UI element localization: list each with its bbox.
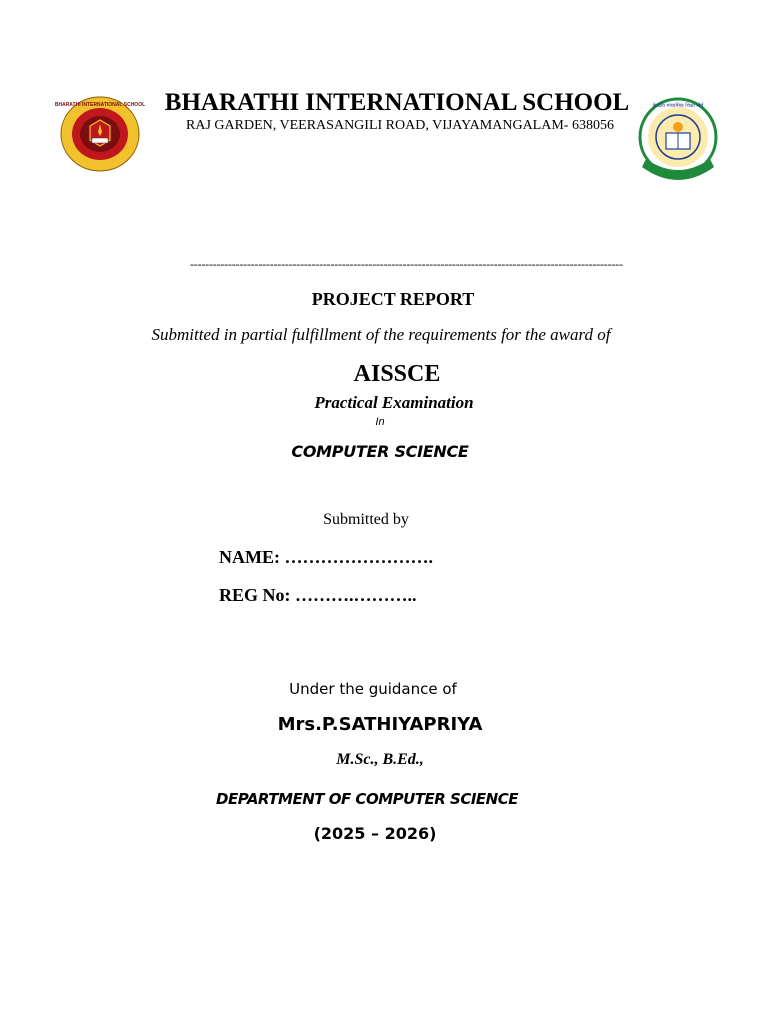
department-name: DEPARTMENT OF COMPUTER SCIENCE <box>216 790 518 808</box>
in-label: In <box>375 416 385 428</box>
submission-statement: Submitted in partial fulfillment of the requirements for the award of <box>151 325 611 344</box>
guide-qualification: M.Sc., B.Ed., <box>336 751 424 768</box>
student-name-field: NAME: ……………………. <box>219 547 433 567</box>
board-logo-text: केन्द्रीय माध्यमिक शिक्षा बोर्ड <box>652 103 704 109</box>
subject-title: COMPUTER SCIENCE <box>291 442 469 461</box>
divider-line: ------------------------------------------------------------------------------------------------------------------ <box>190 257 623 271</box>
school-address: RAJ GARDEN, VEERASANGILI ROAD, VIJAYAMANGALAM- 638056 <box>186 118 614 133</box>
academic-year: (2025 – 2026) <box>313 824 437 843</box>
guide-name: Mrs.P.SATHIYAPRIYA <box>277 714 483 735</box>
report-title: PROJECT REPORT <box>311 289 475 309</box>
exam-type: Practical Examination <box>314 393 474 412</box>
exam-code: AISSCE <box>353 361 441 387</box>
guidance-label: Under the guidance of <box>289 680 457 698</box>
school-logo-text: BHARATHI INTERNATIONAL SCHOOL <box>54 102 146 108</box>
student-reg-field: REG No: ……….……….. <box>219 585 417 605</box>
cbse-logo-icon <box>636 97 720 191</box>
school-logo-icon <box>54 96 146 172</box>
school-name: BHARATHI INTERNATIONAL SCHOOL <box>164 89 630 116</box>
submitted-by-label: Submitted by <box>323 511 409 528</box>
